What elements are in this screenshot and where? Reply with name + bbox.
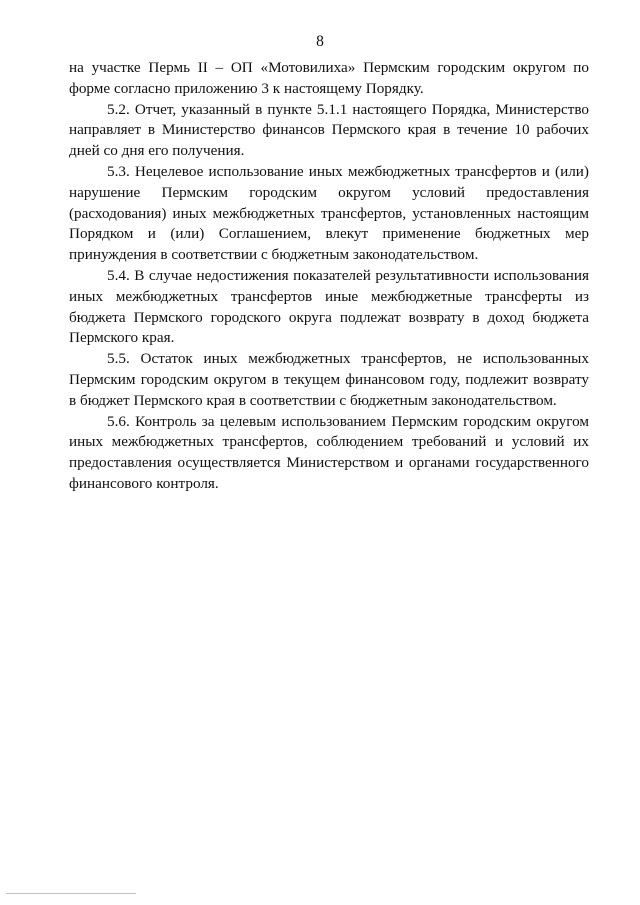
document-body [69, 58, 589, 495]
paragraph-5-3: 5.3. Нецелевое использование иных межбюджетных трансфертов и (или) нарушение Пермским городским округом условий предоставления (расходования) иных межбюджетных трансфертов, установленных настоящим Порядком и (или) Соглашением, влекут применение бюджетных мер принуждения в соответствии с бюджетным законодательством. [69, 162, 589, 264]
paragraph-5-6: 5.6. Контроль за целевым использованием Пермским городским округом иных межбюджетных трансфертов, соблюдением требований и условий их предоставления осуществляется Министерством и органами государственного финансового контроля. [69, 412, 589, 492]
paragraph-5-2: 5.2. Отчет, указанный в пункте 5.1.1 настоящего Порядка, Министерство направляет в Министерство финансов Пермского края в течение 10 рабочих дней со дня его получения. [69, 100, 589, 160]
page-number: 8 [316, 33, 324, 50]
paragraph-5-4: 5.4. В случае недостижения показателей результативности использования иных межбюджетных трансфертов иные межбюджетные трансферты из бюджета Пермского городского округа подлежат возврату в доход бюджета Пермского края. [69, 266, 589, 347]
scan-edge-line [6, 893, 136, 894]
paragraph-continuation: на участке Пермь II – ОП «Мотовилиха» Пермским городским округом по форме согласно приложению 3 к настоящему Порядку. [69, 59, 589, 97]
paragraph-5-5: 5.5. Остаток иных межбюджетных трансфертов, не использованных Пермским городским округом в текущем финансовом году, подлежит возврату в бюджет Пермского края в соответствии с бюджетным законодательством. [69, 350, 589, 409]
